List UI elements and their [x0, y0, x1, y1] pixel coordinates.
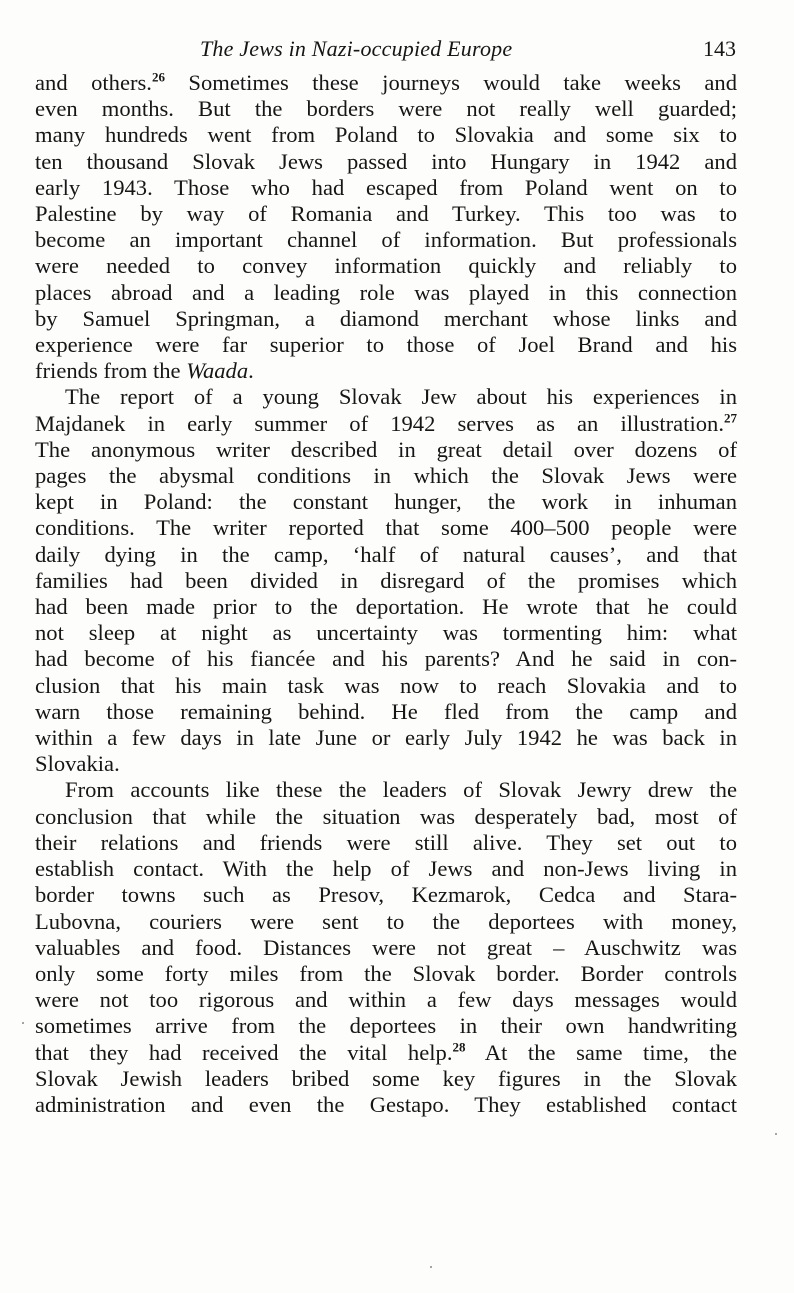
text-line: that they had received the vital help.$^{28}$ At the same time, the	[35, 1038, 737, 1065]
text-line: friends from the Waada.	[35, 358, 254, 384]
text-line: were needed to convey information quickly and reliably to	[35, 253, 737, 279]
text-line: border towns such as Presov, Kezmarok, Cedca and Stara-	[35, 882, 737, 908]
paragraph	[35, 384, 737, 777]
text-line: pages the abysmal conditions in which the Slovak Jews were	[35, 463, 737, 489]
text-line: by Samuel Springman, a diamond merchant whose links and	[35, 305, 737, 331]
text-line: Palestine by way of Romania and Turkey. This too was to	[35, 201, 737, 227]
emphasis: Waada	[186, 358, 249, 384]
text-line: establish contact. With the help of Jews and non-Jews living in	[35, 856, 737, 882]
text-line: The report of a young Slovak Jew about his experiences in	[65, 384, 737, 410]
text-line: not sleep at night as uncertainty was tormenting him: what	[35, 620, 737, 646]
text-line: kept in Poland: the constant hunger, the work in inhuman	[35, 489, 737, 515]
text-line: Slovak Jewish leaders bribed some key figures in the Slovak	[35, 1065, 737, 1091]
footnote-ref: 27	[724, 410, 737, 426]
text-line: Majdanek in early summer of 1942 serves as an illustration.$^{27}$	[35, 410, 737, 436]
text-line: Slovakia.	[35, 751, 120, 777]
text-line: and others.$^{26}$ Sometimes these journeys would take weeks and	[35, 69, 737, 95]
text-line: places abroad and a leading role was played in this connection	[35, 279, 737, 305]
text-line: within a few days in late June or early July 1942 he was back in	[35, 725, 737, 751]
footnote-ref: 26	[151, 69, 165, 85]
text-line: families had been divided in disregard of the promises which	[35, 567, 737, 593]
text-line: had been made prior to the deportation. He wrote that he could	[35, 594, 737, 620]
text-line: daily dying in the camp, ‘half of natural causes’, and that	[35, 541, 737, 567]
page-number: 143	[703, 36, 736, 61]
text-line: become an important channel of information. But professionals	[35, 227, 737, 253]
text-line: clusion that his main task was now to reach Slovakia and to	[35, 672, 737, 698]
text-line: valuables and food. Distances were not great – Auschwitz was	[35, 934, 737, 960]
text-line: many hundreds went from Poland to Slovakia and some six to	[35, 122, 737, 148]
footnote-ref: 28	[452, 1038, 466, 1054]
text-line: The anonymous writer described in great detail over dozens of	[35, 436, 737, 462]
body-text	[35, 70, 737, 1118]
scan-speck	[22, 1022, 24, 1024]
text-line: conclusion that while the situation was desperately bad, most of	[35, 803, 737, 829]
paragraph	[35, 70, 737, 384]
text-line: Lubovna, couriers were sent to the deportees with money,	[35, 908, 737, 934]
text-line: ten thousand Slovak Jews passed into Hungary in 1942 and	[35, 148, 737, 174]
text-line: even months. But the borders were not really well guarded;	[35, 96, 737, 122]
scan-speck	[430, 1266, 432, 1268]
text-line: administration and even the Gestapo. They established contact	[35, 1091, 737, 1117]
text-line: early 1943. Those who had escaped from Poland went on to	[35, 174, 737, 200]
text-line: conditions. The writer reported that some 400–500 people were	[35, 515, 737, 541]
page-header	[200, 36, 740, 66]
scan-speck	[775, 1133, 777, 1135]
running-title: The Jews in Nazi-occupied Europe	[200, 36, 513, 61]
text-line: their relations and friends were still alive. They set out to	[35, 829, 737, 855]
text-line: sometimes arrive from the deportees in their own handwriting	[35, 1013, 737, 1039]
text-line: warn those remaining behind. He fled from the camp and	[35, 698, 737, 724]
text-line: had become of his fiancée and his parents? And he said in con-	[35, 646, 737, 672]
text-line: were not too rigorous and within a few days messages would	[35, 987, 737, 1013]
paragraph	[35, 777, 737, 1118]
text-line: experience were far superior to those of Joel Brand and his	[35, 332, 737, 358]
text-line: From accounts like these the leaders of Slovak Jewry drew the	[65, 777, 737, 803]
text-line: only some forty miles from the Slovak border. Border controls	[35, 960, 737, 986]
